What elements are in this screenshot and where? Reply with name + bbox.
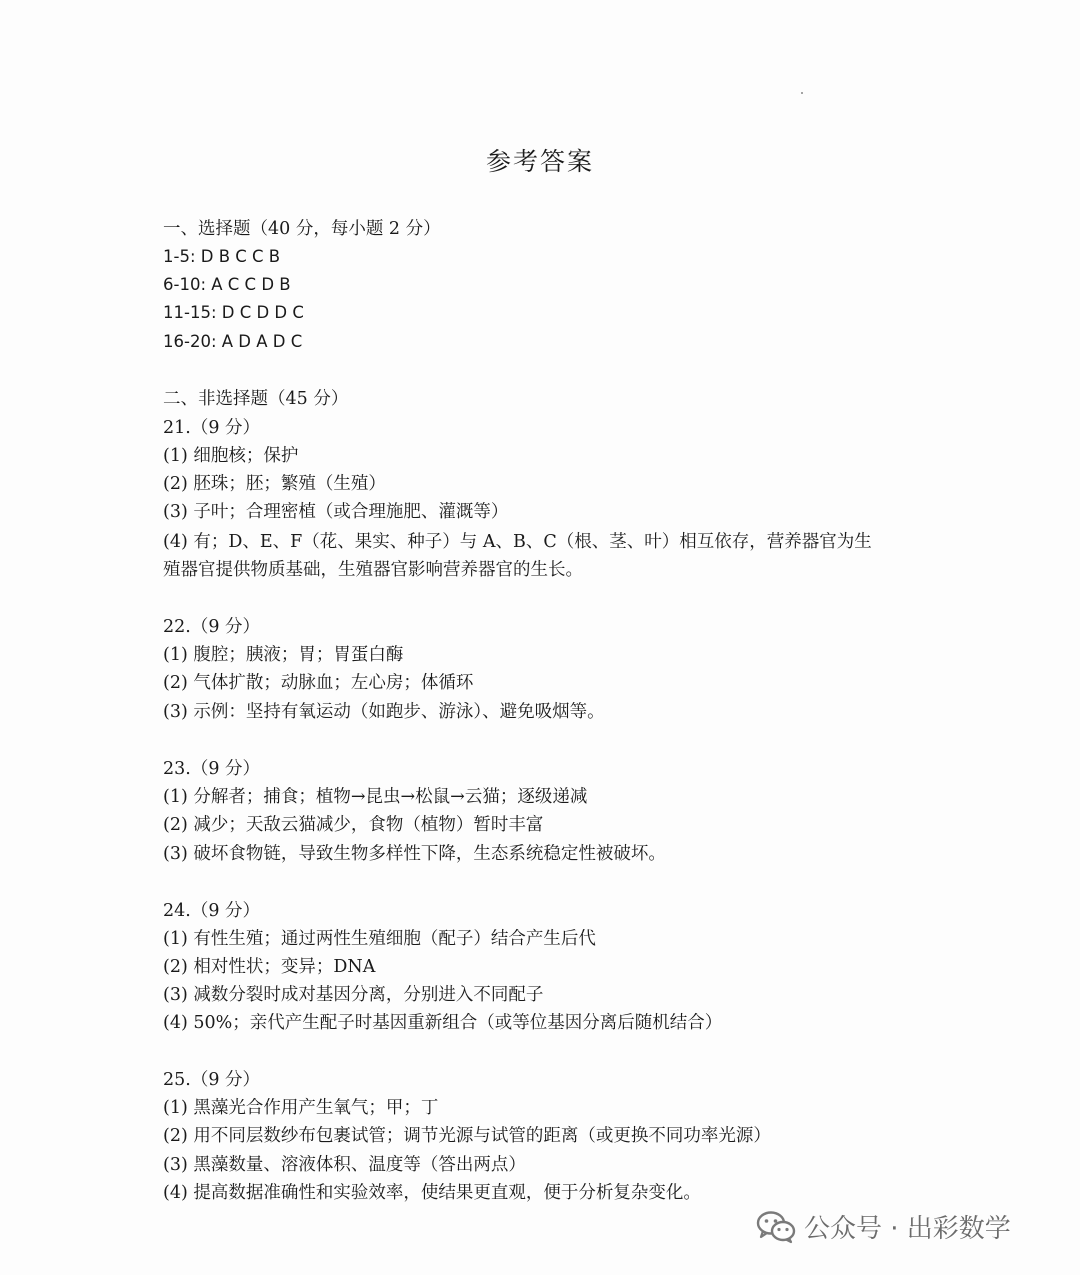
q24-answer-4: (4) 50%；亲代产生配子时基因重新组合（或等位基因分离后随机结合） xyxy=(163,1013,723,1033)
wechat-icon xyxy=(756,1210,796,1244)
section2-heading: 二、非选择题（45 分） xyxy=(163,389,349,409)
q24-answer-2: (2) 相对性状；变异；DNA xyxy=(163,957,376,977)
choice-row-3: 11-15: D C D D C xyxy=(163,303,304,322)
q25-answer-1: (1) 黑藻光合作用产生氧气；甲；丁 xyxy=(163,1098,439,1118)
choice-row-2: 6-10: A C C D B xyxy=(163,275,291,294)
q23-answer-1: (1) 分解者；捕食；植物→昆虫→松鼠→云猫；逐级递减 xyxy=(163,787,588,807)
q23-label: 23.（9 分） xyxy=(163,759,261,779)
q25-answer-3: (3) 黑藻数量、溶液体积、温度等（答出两点） xyxy=(163,1155,526,1175)
scan-speck xyxy=(801,92,803,94)
q22-label: 22.（9 分） xyxy=(163,617,261,637)
q25-label: 25.（9 分） xyxy=(163,1070,261,1090)
watermark-text: 公众号 · 出彩数学 xyxy=(804,1214,1011,1244)
q21-answer-2: (2) 胚珠；胚；繁殖（生殖） xyxy=(163,474,386,494)
watermark xyxy=(756,1208,1011,1245)
q23-answer-3: (3) 破坏食物链，导致生物多样性下降，生态系统稳定性被破坏。 xyxy=(163,844,666,864)
q25-answer-4: (4) 提高数据准确性和实验效率，使结果更直观，便于分析复杂变化。 xyxy=(163,1183,701,1203)
q21-label: 21.（9 分） xyxy=(163,418,261,438)
q22-answer-1: (1) 腹腔；胰液；胃；胃蛋白酶 xyxy=(163,645,404,665)
q21-answer-4-line2: 殖器官提供物质基础，生殖器官影响营养器官的生长。 xyxy=(163,560,583,580)
choice-row-1: 1-5: D B C C B xyxy=(163,247,281,266)
q22-answer-3: (3) 示例：坚持有氧运动（如跑步、游泳）、避免吸烟等。 xyxy=(163,702,605,722)
q23-answer-2: (2) 减少；天敌云猫减少，食物（植物）暂时丰富 xyxy=(163,815,544,835)
q22-answer-2: (2) 气体扩散；动脉血；左心房；体循环 xyxy=(163,673,474,693)
q24-answer-3: (3) 减数分裂时成对基因分离，分别进入不同配子 xyxy=(163,985,544,1005)
choice-row-4: 16-20: A D A D C xyxy=(163,332,303,351)
q21-answer-1: (1) 细胞核；保护 xyxy=(163,446,299,466)
q24-label: 24.（9 分） xyxy=(163,901,261,921)
q25-answer-2: (2) 用不同层数纱布包裹试管；调节光源与试管的距离（或更换不同功率光源） xyxy=(163,1126,771,1146)
section1-heading: 一、选择题（40 分，每小题 2 分） xyxy=(163,219,441,239)
q21-answer-3: (3) 子叶；合理密植（或合理施肥、灌溉等） xyxy=(163,502,509,522)
q21-answer-4-line1: (4) 有；D、E、F（花、果实、种子）与 A、B、C（根、茎、叶）相互依存，营养器官为生 xyxy=(163,532,872,552)
page-title: 参考答案 xyxy=(485,147,594,176)
q24-answer-1: (1) 有性生殖；通过两性生殖细胞（配子）结合产生后代 xyxy=(163,929,596,949)
